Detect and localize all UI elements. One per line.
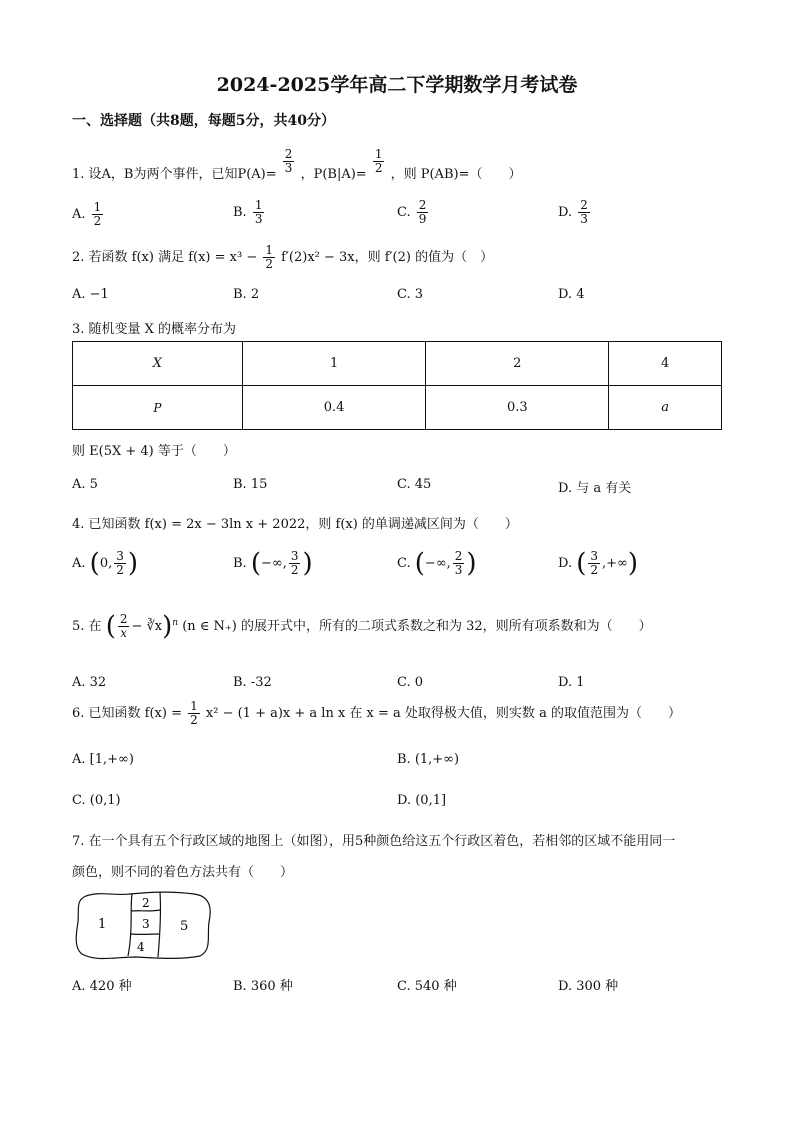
q1-option-d[interactable]: D. $\frac{2}{3}$ [558, 198, 588, 227]
region-map-figure [72, 888, 218, 964]
q7-option-d[interactable]: D. 300 种 [558, 979, 619, 994]
q6-fraction: $\frac{1}{2}$ [190, 699, 198, 728]
q2-option-d[interactable]: D. 4 [558, 287, 585, 302]
q5-fraction: $\frac{2}{x}$ [119, 612, 128, 641]
q4-option-b[interactable]: B. (−∞, $\frac{3}{2}$ ) [233, 548, 313, 579]
q1-text-mid: ，P(B|A)= [300, 167, 367, 183]
q1-option-c[interactable]: C. $\frac{2}{9}$ [397, 198, 427, 227]
q2-option-b[interactable]: B. 2 [233, 287, 260, 302]
q7-option-b[interactable]: B. 360 种 [233, 979, 293, 994]
q4-option-d[interactable]: D. ( $\frac{3}{2}$ ,+∞) [558, 548, 639, 579]
table-row [73, 386, 722, 430]
probability-distribution-table [72, 341, 722, 430]
table-cell: 0.4 [242, 386, 426, 430]
q6-option-c[interactable]: C. (0,1) [72, 793, 121, 808]
section-heading: 一、选择题（共8题，每题5分，共40分） [72, 113, 335, 129]
q5-option-a[interactable]: A. 32 [72, 675, 107, 690]
question-6-stem: 6. 已知函数 f(x) = $\frac{1}{2}$ x² − (1 + a)x + a ln x 在 x = a 处取得极大值，则实数 a 的取值范围为（ ） [72, 699, 681, 728]
q2-option-a[interactable]: A. −1 [72, 287, 109, 302]
q1-fraction-pa: $\frac{2}{3}$ [284, 147, 293, 176]
q7-option-a[interactable]: A. 420 种 [72, 979, 132, 994]
q5-option-c[interactable]: C. 0 [397, 675, 424, 690]
table-cell: X [73, 342, 243, 386]
q4-option-c[interactable]: C. (−∞, $\frac{2}{3}$ ) [397, 548, 477, 579]
region-label: 2 [142, 896, 150, 910]
q6-option-b[interactable]: B. (1,+∞) [397, 752, 460, 767]
table-cell: 2 [426, 342, 609, 386]
q3-option-d[interactable]: D. 与 a 有关 [558, 481, 632, 496]
map-border [131, 910, 160, 911]
q2-fraction: $\frac{1}{2}$ [265, 243, 274, 272]
page-title: 2024-2025学年高二下学期数学月考试卷 [216, 74, 578, 96]
table-cell: 4 [609, 342, 722, 386]
q2-option-c[interactable]: C. 3 [397, 287, 424, 302]
region-label: 5 [180, 919, 189, 934]
question-4-stem: 4. 已知函数 f(x) = 2x − 3ln x + 2022，则 f(x) 的单调递减区间为（ ） [72, 517, 518, 532]
q3-option-c[interactable]: C. 45 [397, 477, 432, 492]
table-cell: P [73, 386, 243, 430]
q7-option-c[interactable]: C. 540 种 [397, 979, 457, 994]
q3-question: 则 E(5X + 4) 等于（ ） [72, 444, 236, 459]
q1-text-post: ，则 P(AB)=（ ） [390, 167, 522, 183]
map-border [128, 894, 132, 956]
region-label: 1 [98, 917, 107, 932]
question-7-line-2: 颜色，则不同的着色方法共有（ ） [72, 865, 294, 880]
q3-option-b[interactable]: B. 15 [233, 477, 268, 492]
table-row [73, 342, 722, 386]
question-1-stem [72, 148, 521, 182]
q6-option-a[interactable]: A. [1,+∞) [72, 752, 134, 767]
region-label: 3 [142, 917, 150, 931]
q5-option-b[interactable]: B. -32 [233, 675, 272, 690]
q1-option-a[interactable]: A. $\frac{1}{2}$ [72, 200, 102, 229]
q5-option-d[interactable]: D. 1 [558, 675, 585, 690]
question-5-stem: 5. 在 ( $\frac{2}{x}$ − ∛x)$^n$ (n ∈ N₊) 的展开式中，所有的二项式系数之和为 32，则所有项系数和为（ ） [72, 611, 652, 642]
region-label: 4 [137, 940, 145, 954]
table-cell: 1 [242, 342, 426, 386]
q6-option-d[interactable]: D. (0,1] [397, 793, 447, 808]
q1-fraction-pba: $\frac{1}{2}$ [374, 147, 383, 176]
q4-option-a[interactable]: A. (0, $\frac{3}{2}$ ) [72, 548, 139, 579]
question-2-stem: 2. 若函数 f(x) 满足 f(x) = x³ − $\frac{1}{2}$ f′(2)x² − 3x，则 f′(2) 的值为（ ） [72, 243, 494, 272]
question-3-stem: 3. 随机变量 X 的概率分布为 [72, 322, 237, 337]
table-cell: a [609, 386, 722, 430]
question-7-line-1: 7. 在一个具有五个行政区域的地图上（如图），用5种颜色给这五个行政区着色，若相邻的区域不能用同一 [72, 834, 676, 849]
q3-option-a[interactable]: A. 5 [72, 477, 98, 492]
q1-option-b[interactable]: B. $\frac{1}{3}$ [233, 198, 263, 227]
q1-text-pre: 1. 设A，B为两个事件，已知P(A)= [72, 167, 277, 183]
table-cell: 0.3 [426, 386, 609, 430]
map-border [158, 892, 160, 957]
